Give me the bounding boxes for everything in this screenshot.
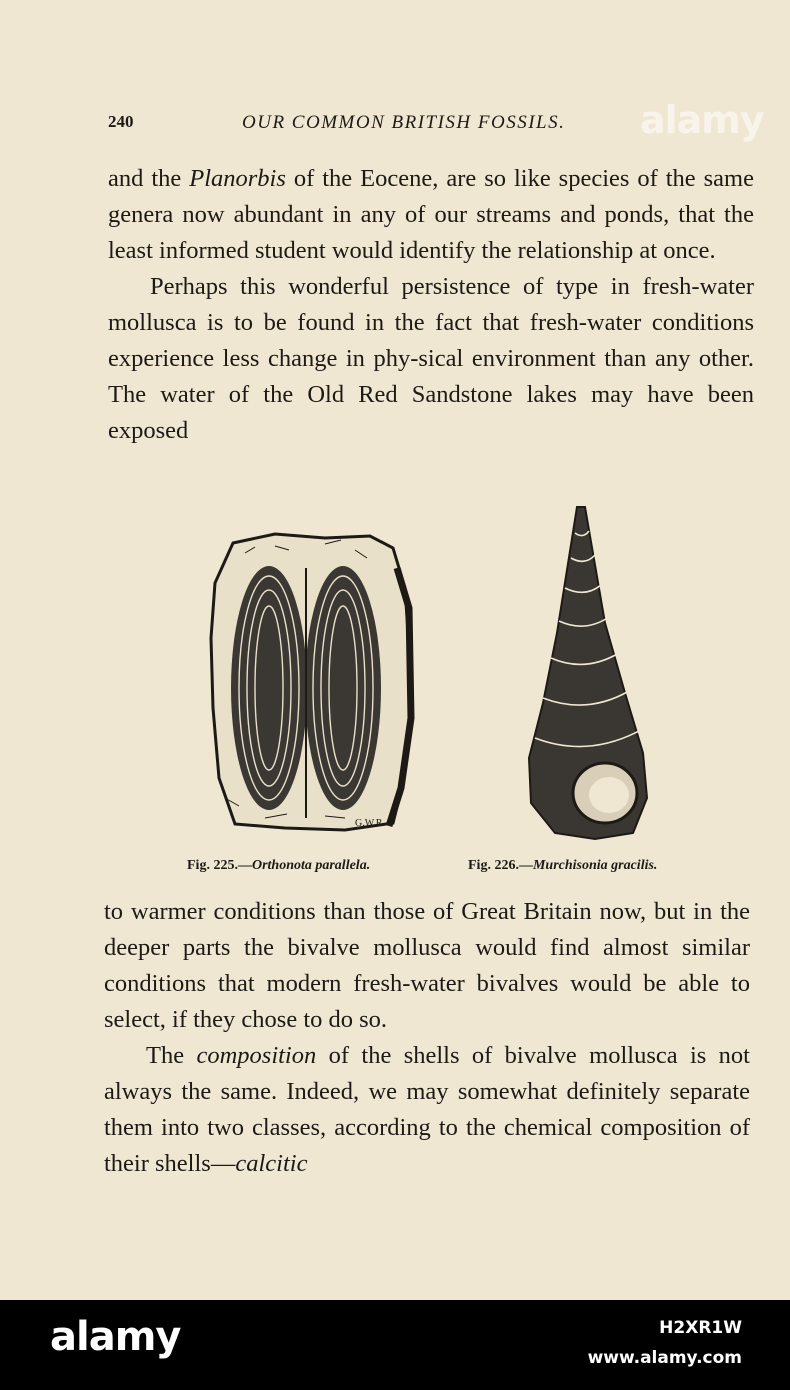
site-url: www.alamy.com (587, 1348, 742, 1368)
figure-caption: Fig. 226.—Murchisonia gracilis. (468, 858, 658, 873)
figure-caption: Fig. 225.—Orthonota parallela. (187, 858, 371, 873)
italic-term: Planorbis (189, 165, 286, 192)
stock-photo-banner (0, 1300, 790, 1390)
text-block-upper (108, 161, 754, 449)
image-id: H2XR1W (659, 1318, 742, 1338)
page-number: 240 (108, 112, 134, 131)
figure-area (0, 498, 790, 878)
italic-term: calcitic (235, 1150, 308, 1177)
paragraph: to warmer conditions than those of Great Britain now, but in the deeper parts the bivalve mollusca would find almost similar conditions that modern fresh-water bivalves would be able to select, if they chose to do so. (104, 898, 750, 1033)
spiral-gastropod-illustration (525, 503, 655, 843)
watermark-logo: alamy (640, 98, 764, 142)
brand-logo: alamy (50, 1314, 181, 1360)
paragraph: and the Planorbis of the Eocene, are so like species of the same genera now abundant in any of our streams and ponds, that the least informed student would identify the relationship at once. (108, 165, 754, 264)
artist-initials: G.W.R. (355, 818, 385, 829)
italic-term: composition (196, 1042, 317, 1069)
paragraph: Perhaps this wonderful persistence of type in fresh-water mollusca is to be found in the fact that fresh-water conditions experience less change in phy-sical environment than any other. The water of the Old Red Sandstone lakes may have been exposed (108, 273, 754, 444)
text-block-lower (104, 894, 750, 1182)
running-head: OUR COMMON BRITISH FOSSILS. (242, 112, 566, 133)
paragraph: The composition of the shells of bivalve mollusca is not always the same. Indeed, we may somewhat definitely separate them into two classes, according to the chemical composition of their shells—calcitic (104, 1042, 750, 1177)
bivalve-fossil-illustration (205, 528, 420, 838)
